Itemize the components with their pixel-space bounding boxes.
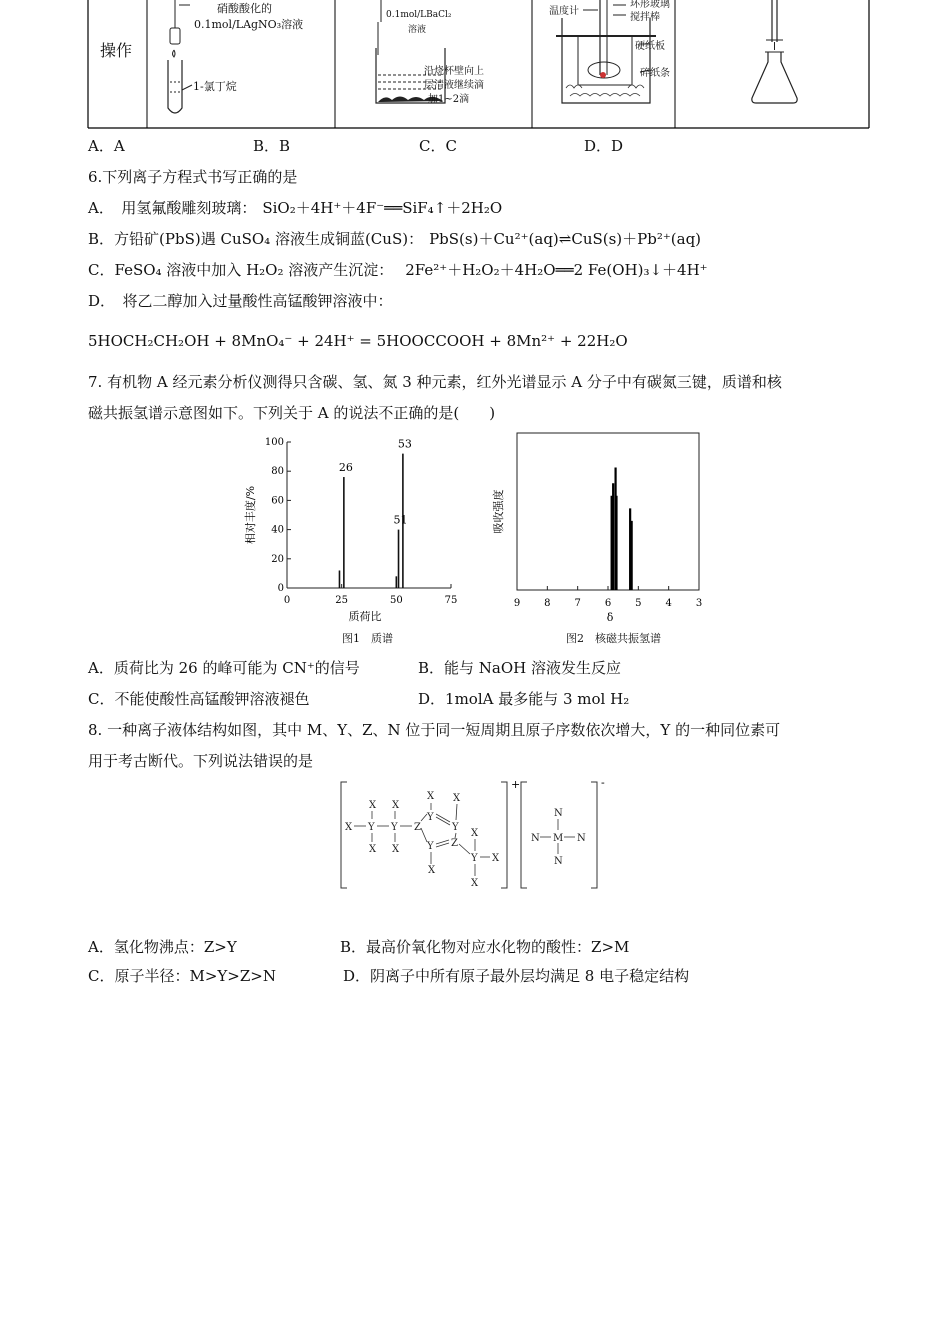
q7-stem-line1: 7. 有机物 A 经元素分析仪测得只含碳、氢、氮 3 种元素，红外光谱显示 A 分子中有碳氮三键，质谱和核 (88, 373, 782, 391)
y-tick-label: 20 (271, 553, 284, 565)
cell3-thermometer-label: 温度计 (549, 6, 579, 17)
q6-option-d: D． 将乙二醇加入过量酸性高锰酸钾溶液中： (88, 292, 393, 310)
svg-text:X: X (428, 865, 436, 876)
q5-option-b: B．B (253, 137, 291, 155)
x-axis-label: 质荷比 (348, 610, 382, 623)
svg-text:X: X (453, 793, 461, 804)
q6-option-c-equation: 2Fe²⁺＋H₂O₂＋4H₂O══2 Fe(OH)₃↓＋4H⁺ (405, 261, 708, 279)
svg-text:X: X (345, 822, 353, 833)
q5-option-d: D．D (584, 137, 624, 155)
svg-text:N: N (531, 833, 540, 844)
q5-option-a: A．A (88, 137, 125, 155)
q6-option-b (88, 229, 701, 249)
anion-skeleton (531, 808, 586, 867)
x-tick-label: 25 (335, 595, 349, 606)
q7-spectra-figure (240, 428, 710, 653)
q7-option-a: A．质荷比为 26 的峰可能为 CN⁺的信号 (88, 659, 360, 677)
svg-text:X: X (392, 844, 400, 855)
cell3-stirrer-label1: 环形玻璃 (630, 0, 670, 10)
q6-option-b-equation: PbS(s)＋Cu²⁺(aq)⇌CuS(s)＋Pb²⁺(aq) (429, 230, 702, 248)
cell1-label-tube: 1-氯丁烷 (193, 80, 237, 93)
svg-text:Y: Y (471, 853, 478, 864)
q5-option-c: C．C (419, 137, 457, 155)
x-tick-label: 9 (513, 598, 521, 609)
q6-option-c-text: C．FeSO₄ 溶液中加入 H₂O₂ 溶液产生沉淀： (88, 261, 394, 279)
q7-option-c: C．不能使酸性高锰酸钾溶液褪色 (88, 690, 310, 708)
nmr-spectrum-chart (491, 433, 702, 624)
cell2-note3: 加1~2滴 (428, 94, 470, 105)
titration-apparatus (752, 0, 797, 103)
svg-text:Y: Y (427, 812, 434, 823)
svg-text:N: N (577, 833, 586, 844)
svg-text:X: X (369, 844, 377, 855)
q6-option-a-equation: SiO₂＋4H⁺＋4F⁻══SiF₄↑＋2H₂O (262, 199, 503, 217)
q7-stem-line2: 磁共振氢谱示意图如下。下列关于 A 的说法不正确的是( ) (88, 404, 496, 422)
q6-option-d-equation: 5HOCH₂CH₂OH + 8MnO₄⁻ + 24H⁺ = 5HOOCCOOH + 8Mn²⁺ + 22H₂O (88, 332, 628, 350)
y-tick-label: 40 (271, 524, 284, 536)
row-label-operation: 操作 (100, 41, 133, 60)
q6-option-b-text: B．方铅矿(PbS)遇 CuSO₄ 溶液生成铜蓝(CuS)： (88, 230, 424, 248)
svg-text:Y: Y (368, 822, 375, 833)
svg-text:Z: Z (414, 822, 421, 833)
cation-charge: + (511, 778, 521, 791)
peak-label: 51 (393, 513, 408, 527)
svg-text:Y: Y (391, 822, 398, 833)
q6-option-a-text: A． 用氢氟酸雕刻玻璃： (88, 199, 257, 217)
svg-text:Y: Y (427, 841, 434, 852)
q6-option-c (88, 260, 708, 280)
svg-text:X: X (369, 800, 377, 811)
svg-text:Z: Z (451, 838, 458, 849)
q8-option-a: A．氢化物沸点：Z>Y (88, 938, 237, 956)
cell1-label-reagent: 0.1mol/LAgNO₃溶液 (194, 18, 304, 31)
y-tick-label: 100 (264, 437, 284, 448)
cell2-label-reagent2: 溶液 (408, 25, 427, 35)
q8-option-b: B．最高价氧化物对应水化物的酸性：Z>M (340, 938, 630, 956)
mass-spectrum-chart (243, 437, 457, 623)
cell1-label-top: 硝酸酸化的 (217, 2, 272, 15)
x-tick-label: 6 (604, 598, 612, 609)
q8-option-c: C．原子半径：M>Y>Z>N (88, 967, 276, 985)
y-axis-label: 吸收强度 (492, 489, 505, 534)
y-tick-label: 60 (271, 495, 284, 507)
svg-text:X: X (392, 800, 400, 811)
y-axis-label: 相对丰度/% (244, 485, 257, 545)
fig2-caption: 图2 核磁共振氢谱 (566, 632, 661, 645)
peak-label: 26 (338, 461, 353, 475)
x-tick-label: 0 (283, 595, 291, 606)
svg-text:Y: Y (452, 822, 459, 833)
x-tick-label: 8 (544, 598, 551, 609)
x-tick-label: 75 (444, 595, 458, 606)
svg-text:X: X (492, 853, 500, 864)
ionic-liquid-structure (335, 776, 620, 896)
svg-text:N: N (554, 808, 563, 819)
x-tick-label: 7 (574, 598, 581, 609)
x-tick-label: 50 (389, 595, 403, 606)
fig1-caption: 图1 质谱 (342, 632, 393, 645)
q8-option-d: D．阴离子中所有原子最外层均满足 8 电子稳定结构 (343, 967, 690, 985)
cell2-label-reagent: 0.1mol/LBaCl₂ (386, 10, 452, 20)
svg-text:N: N (554, 856, 563, 867)
q6-option-a (88, 198, 502, 218)
cell2-note2: 层清液继续滴 (424, 80, 484, 91)
y-tick-label: 80 (271, 466, 284, 478)
peak-label: 53 (397, 437, 412, 451)
q7-option-b: B．能与 NaOH 溶液发生反应 (418, 659, 622, 677)
x-tick-label: 5 (635, 598, 642, 609)
svg-text:X: X (471, 878, 479, 889)
q8-stem-line1: 8. 一种离子液体结构如图，其中 M、Y、Z、N 位于同一短周期且原子序数依次增大，Y 的一种同位素可 (88, 721, 781, 739)
cell3-cardboard-label: 硬纸板 (635, 41, 665, 52)
svg-text:M: M (553, 833, 564, 844)
x-tick-label: 4 (665, 598, 672, 609)
test-tube-apparatus (168, 0, 192, 113)
cell3-stirrer-label2: 搅拌棒 (630, 12, 660, 23)
q8-stem-line2: 用于考古断代。下列说法错误的是 (88, 752, 314, 770)
q7-option-d: D．1molA 最多能与 3 mol H₂ (418, 690, 630, 708)
plot-frame (517, 433, 699, 590)
cell2-note1: 沿烧杯壁向上 (424, 66, 484, 77)
cation-skeleton (345, 791, 500, 889)
cell3-paper-label: 碎纸条 (640, 68, 670, 79)
svg-text:X: X (471, 828, 479, 839)
x-tick-label: 3 (695, 598, 703, 609)
x-axis-label: δ (606, 611, 614, 624)
svg-text:X: X (427, 791, 435, 802)
y-tick-label: 0 (277, 583, 284, 594)
anion-charge: - (601, 776, 605, 789)
q6-stem: 6.下列离子方程式书写正确的是 (88, 168, 298, 186)
